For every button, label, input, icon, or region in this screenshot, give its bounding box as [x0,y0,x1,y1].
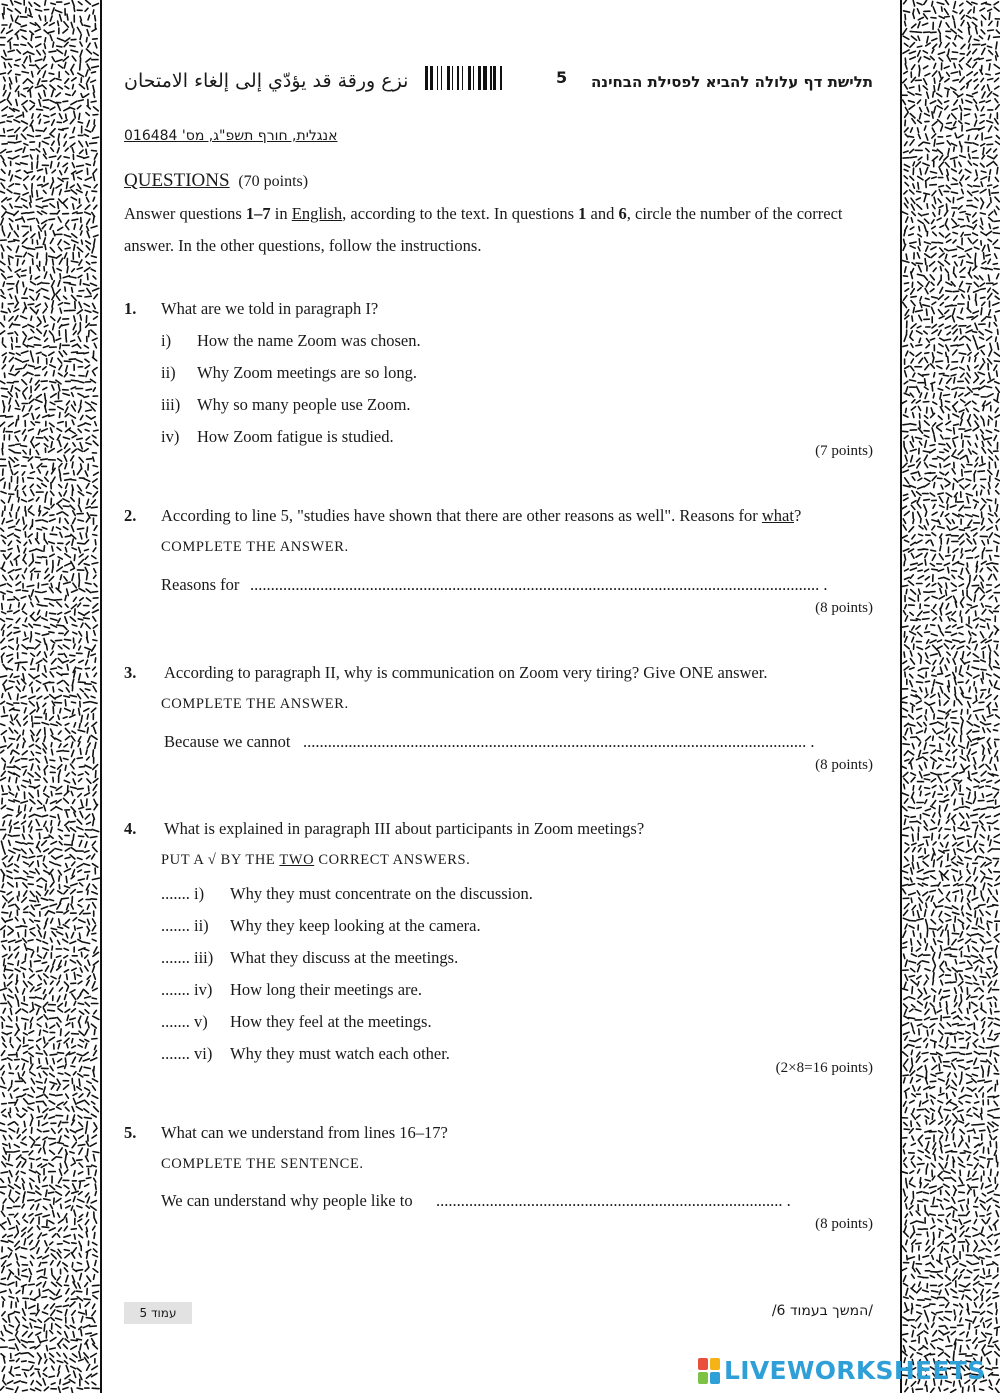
intro-text: , according to the text. In questions [342,204,579,223]
intro-language: English [291,204,343,223]
q4-instruction-emphasis: TWO [279,852,315,868]
q5-instruction: COMPLETE THE SENTENCE. [161,1156,364,1172]
q2-text-part: ? [793,506,802,525]
q3-answer-line[interactable]: .......................................................................................................................... . [303,732,815,751]
q2-answer-start: Reasons for [161,575,240,594]
option-label: iii) [194,948,214,967]
checkbox-blank[interactable]: ....... [161,980,190,999]
page-number: 5 [556,68,568,87]
option-label: vi) [194,1044,213,1063]
liveworksheets-logo [698,1356,985,1385]
option-label: ii) [161,363,176,382]
intro-text: in [270,204,292,223]
q4-points: (2×8=16 points) [775,1060,873,1076]
section-points: (70 points) [238,173,309,190]
intro-text: Answer questions [124,204,246,223]
q4-option-3[interactable] [161,948,458,968]
q3-points: (8 points) [815,757,873,773]
q1-number: 1. [124,299,137,318]
q4-number: 4. [124,819,137,838]
section-title-text: QUESTIONS [124,170,230,191]
option-text: Why they must watch each other. [230,1044,450,1063]
checkbox-blank[interactable]: ....... [161,916,190,935]
checkbox-blank[interactable]: ....... [161,1012,190,1031]
option-text: Why they keep looking at the camera. [230,916,481,935]
q2-points: (8 points) [815,600,873,616]
option-text: How they feel at the meetings. [230,1012,432,1031]
checkbox-blank[interactable]: ....... [161,948,190,967]
option-label: i) [161,331,172,350]
arabic-warning: نزع ورقة قد يؤدّي إلى إلغاء الامتحان [124,70,409,92]
q1-option-1[interactable] [161,331,421,351]
exam-code: אנגלית, חורף תשפ"ג, מס' 016484 [124,128,338,144]
liveworksheets-text: LIVEWORKSHEETS [724,1356,986,1385]
hebrew-warning: תלישת דף עלולה להביא לפסילת הבחינה [590,73,873,91]
intro-q-b: 6 [618,204,627,223]
section-title [124,170,308,192]
q2-text-part: According to line 5, "studies have shown that there are other reasons as well". Reasons for [161,506,762,525]
q3-text: According to paragraph II, why is communication on Zoom very tiring? Give ONE answer. [164,663,768,682]
q4-text: What is explained in paragraph III about participants in Zoom meetings? [164,819,645,838]
q5-answer-line[interactable]: .................................................................................... . [436,1191,791,1210]
option-text: How long their meetings are. [230,980,422,999]
option-text: Why they must concentrate on the discussion. [230,884,533,903]
option-text: How Zoom fatigue is studied. [197,427,394,446]
q4-option-4[interactable] [161,980,422,1000]
instructions [124,198,864,262]
q2-text [161,506,801,526]
q3-instruction: COMPLETE THE ANSWER. [161,696,349,712]
q1-option-2[interactable] [161,363,417,383]
q5-points: (8 points) [815,1216,873,1232]
barcode [425,66,538,90]
q2-instruction: COMPLETE THE ANSWER. [161,539,349,555]
right-decorative-border [900,0,1000,1393]
left-decorative-border [0,0,102,1393]
q3-answer-start: Because we cannot [164,732,291,751]
q2-number: 2. [124,506,137,525]
q2-text-emphasis: what [761,506,794,525]
intro-text: and [586,204,619,223]
q1-option-4[interactable] [161,427,394,447]
option-text: Why Zoom meetings are so long. [197,363,417,382]
option-text: How the name Zoom was chosen. [197,331,421,350]
q4-option-5[interactable] [161,1012,432,1032]
q4-option-2[interactable] [161,916,481,936]
q1-text: What are we told in paragraph I? [161,299,379,318]
option-label: v) [194,1012,208,1031]
q1-option-3[interactable] [161,395,411,415]
intro-text: , circle the number of the correct answer. In the other questions, follow the instructions. [124,204,843,255]
checkbox-blank[interactable]: ....... [161,1044,190,1063]
option-text: Why so many people use Zoom. [197,395,411,414]
footer-continued: /המשך בעמוד 6/ [771,1303,873,1319]
footer-page-label: עמוד 5 [124,1302,192,1324]
option-label: iv) [194,980,213,999]
q5-answer-start: We can understand why people like to [161,1191,413,1210]
option-label: i) [194,884,205,903]
q4-instruction [161,852,470,869]
q4-option-6[interactable] [161,1044,450,1064]
liveworksheets-icon [698,1358,720,1384]
option-text: What they discuss at the meetings. [230,948,459,967]
q3-number: 3. [124,663,137,682]
intro-range: 1–7 [245,204,271,223]
q4-option-1[interactable] [161,884,533,904]
q1-points: (7 points) [815,443,873,459]
q5-number: 5. [124,1123,137,1142]
q4-instruction-part: CORRECT ANSWERS. [314,852,471,868]
option-label: iii) [161,395,181,414]
checkbox-blank[interactable]: ....... [161,884,190,903]
option-label: ii) [194,916,209,935]
option-label: iv) [161,427,180,446]
intro-q-a: 1 [578,204,587,223]
q5-text: What can we understand from lines 16–17? [161,1123,448,1142]
q2-answer-line[interactable]: .......................................................................................................................................... . [250,575,828,594]
q4-instruction-part: PUT A √ BY THE [161,852,280,868]
